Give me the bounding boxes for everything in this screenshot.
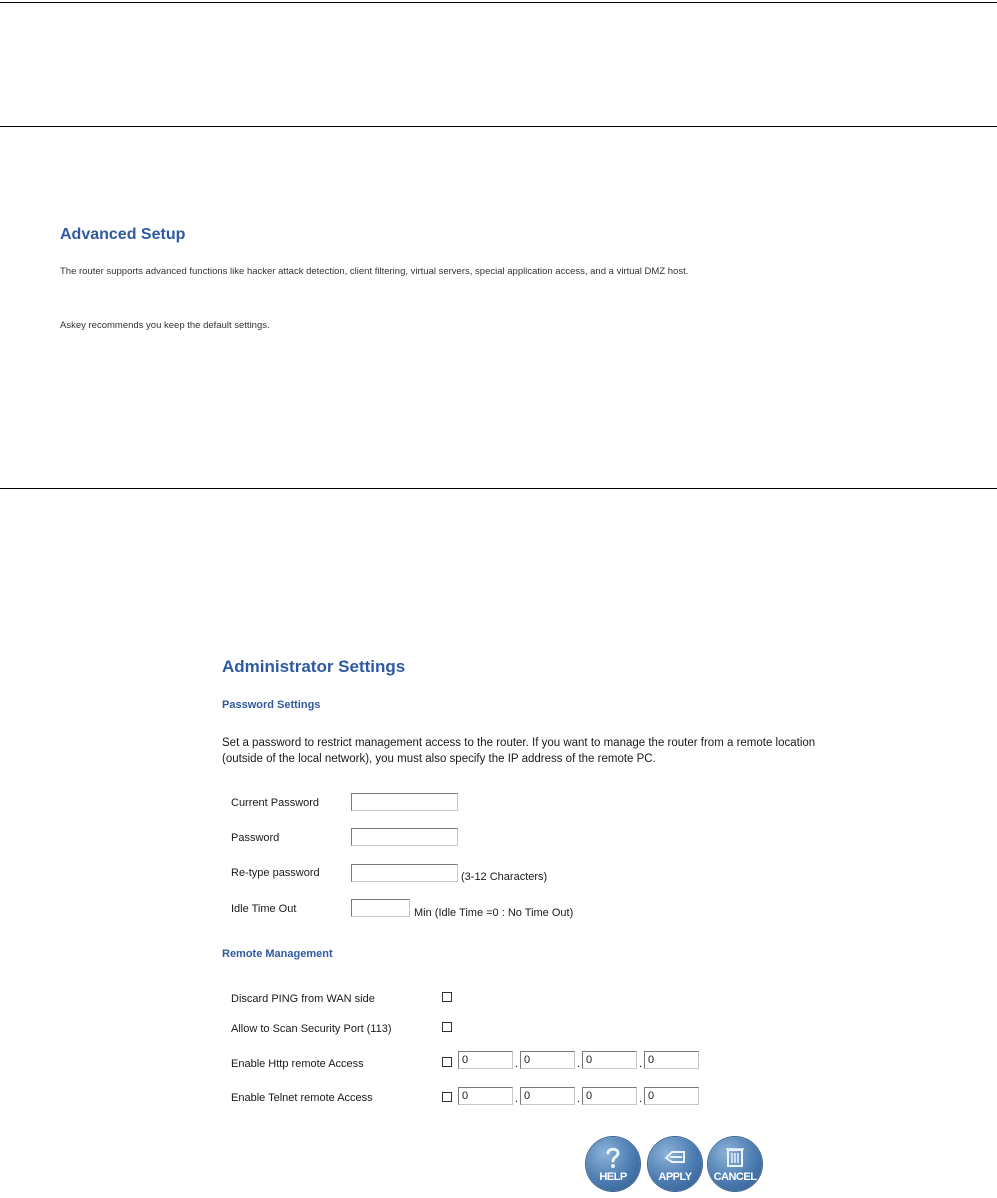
top-divider bbox=[0, 2, 997, 3]
advanced-setup-recommendation: Askey recommends you keep the default settings. bbox=[60, 320, 270, 331]
advanced-setup-description: The router supports advanced functions like hacker attack detection, client filtering, virtual servers, special application access, and a virtual DMZ host. bbox=[60, 266, 689, 277]
telnet-ip-octet-2[interactable] bbox=[520, 1087, 575, 1105]
help-button-label: HELP bbox=[599, 1171, 627, 1183]
http-ip-octet-2[interactable] bbox=[520, 1051, 575, 1069]
discard-ping-checkbox[interactable] bbox=[442, 992, 452, 1002]
retype-password-label: Re-type password bbox=[231, 867, 320, 879]
cancel-button[interactable] bbox=[708, 1137, 762, 1191]
http-ip-octet-3[interactable] bbox=[582, 1051, 637, 1069]
current-password-label: Current Password bbox=[231, 797, 320, 809]
ip-separator: . bbox=[639, 1058, 643, 1070]
telnet-remote-label: Enable Telnet remote Access bbox=[231, 1092, 373, 1104]
cancel-button-label: CANCEL bbox=[713, 1171, 757, 1183]
retype-password-note: (3-12 Characters) bbox=[461, 871, 548, 883]
ip-separator: . bbox=[515, 1058, 519, 1070]
http-ip-octet-1[interactable] bbox=[458, 1051, 513, 1069]
telnet-ip-octet-4[interactable] bbox=[644, 1087, 699, 1105]
allow-scan-label: Allow to Scan Security Port (113) bbox=[231, 1023, 392, 1035]
ip-separator: . bbox=[577, 1058, 581, 1070]
remote-management-heading: Remote Management bbox=[222, 948, 333, 960]
current-password-input[interactable] bbox=[351, 793, 458, 811]
apply-button-label: APPLY bbox=[658, 1171, 692, 1183]
http-remote-checkbox[interactable] bbox=[442, 1057, 452, 1067]
administrator-settings-title: Administrator Settings bbox=[222, 657, 406, 676]
telnet-ip-octet-1[interactable] bbox=[458, 1087, 513, 1105]
password-input[interactable] bbox=[351, 828, 458, 846]
http-ip-octet-4[interactable] bbox=[644, 1051, 699, 1069]
apply-icon bbox=[662, 1144, 688, 1170]
idle-timeout-note: Min (Idle Time =0 : No Time Out) bbox=[414, 907, 574, 919]
apply-button[interactable] bbox=[648, 1137, 702, 1191]
ip-separator: . bbox=[577, 1093, 581, 1105]
password-settings-description: Set a password to restrict management access to the router. If you want to manage the router from a remote location (outside of the local network), you must also specify the IP address of the remote PC. bbox=[222, 737, 816, 765]
idle-timeout-input[interactable] bbox=[351, 899, 410, 917]
retype-password-input[interactable] bbox=[351, 864, 458, 882]
advanced-setup-title: Advanced Setup bbox=[60, 226, 186, 243]
question-icon bbox=[600, 1144, 626, 1170]
divider-2 bbox=[0, 488, 997, 489]
password-settings-heading: Password Settings bbox=[222, 699, 321, 711]
idle-timeout-label: Idle Time Out bbox=[231, 903, 297, 915]
telnet-ip-octet-3[interactable] bbox=[582, 1087, 637, 1105]
ip-separator: . bbox=[515, 1093, 519, 1105]
ip-separator: . bbox=[639, 1093, 643, 1105]
password-label: Password bbox=[231, 832, 280, 844]
telnet-remote-checkbox[interactable] bbox=[442, 1092, 452, 1102]
allow-scan-checkbox[interactable] bbox=[442, 1022, 452, 1032]
http-remote-label: Enable Http remote Access bbox=[231, 1058, 364, 1070]
help-button[interactable] bbox=[586, 1137, 640, 1191]
trash-icon bbox=[722, 1144, 748, 1170]
divider-1 bbox=[0, 126, 997, 127]
discard-ping-label: Discard PING from WAN side bbox=[231, 993, 375, 1005]
